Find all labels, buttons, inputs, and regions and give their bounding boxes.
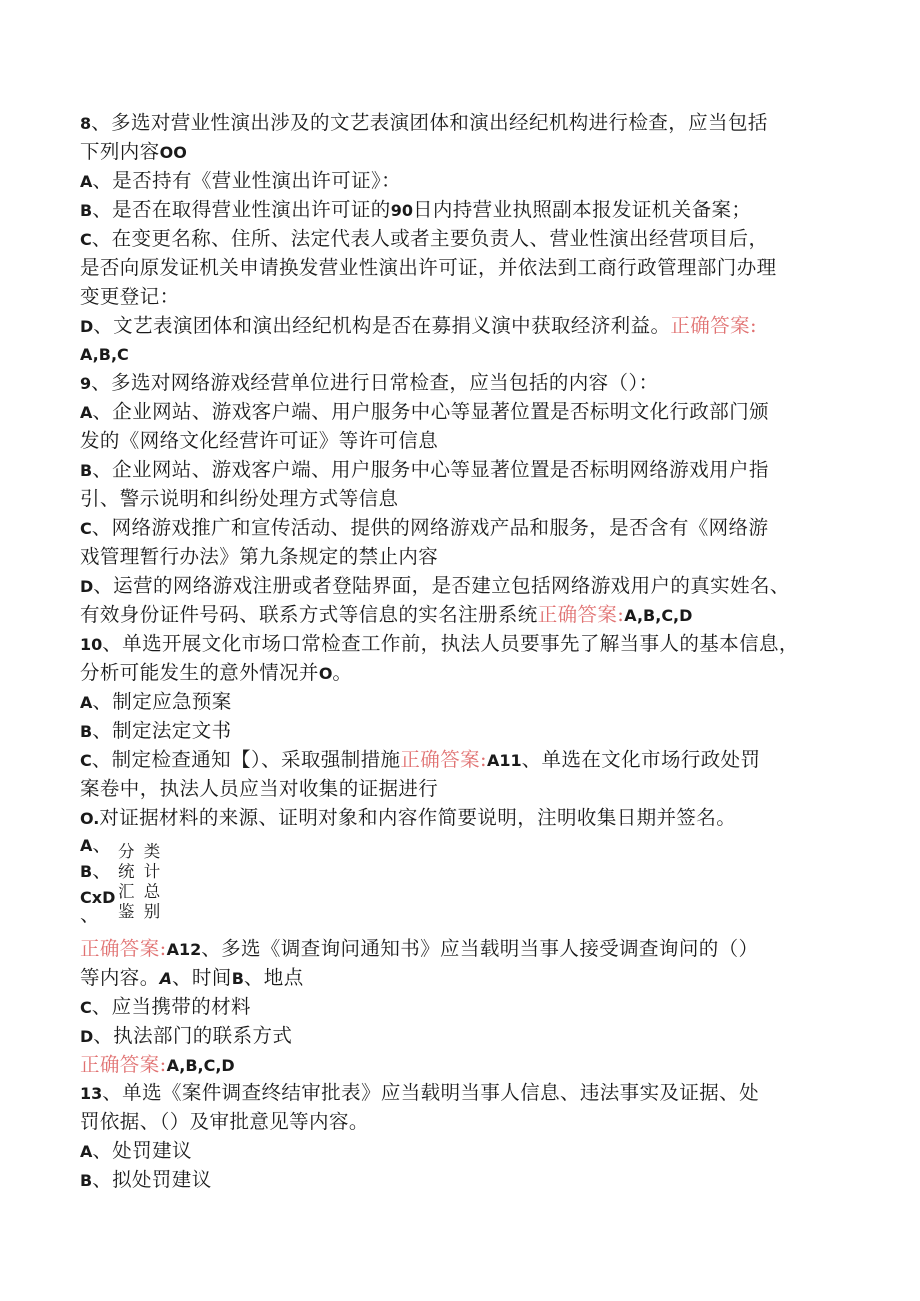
q10-option-b: B、制定法定文书 (80, 719, 232, 742)
q8-answer: A,B,C (80, 345, 129, 364)
q10-option-a: A、制定应急预案 (80, 690, 232, 713)
q13-stem-line2: 罚依据、（）及审批意见等内容。 (80, 1110, 369, 1133)
q9-option-d-line1: D、运营的网络游戏注册或者登陆界面，是否建立包括网络游戏用户的真实姓名、 (80, 574, 790, 597)
q9-option-b-line1: B、企业网站、游戏客户端、用户服务中心等显著位置是否标明网络游戏用户指 (80, 458, 769, 481)
q8-option-b: B、是否在取得营业性演出许可证的90日内持营业执照副本报发证机关备案； (80, 198, 752, 221)
q13-number: 13 (80, 1084, 103, 1103)
q9-option-b-line2: 引、警示说明和纠纷处理方式等信息 (80, 487, 399, 510)
q11-opt-2: 统 计 (118, 862, 163, 881)
q11-opt-3: 汇 总 (118, 882, 163, 901)
q12-stem-line1: 正确答案:A12、多选《调查询问通知书》应当载明当事人接受调查询问的（） (80, 937, 759, 960)
q8-stem-line2: 下列内容OO (80, 140, 187, 163)
q12-answer-line (80, 1052, 235, 1079)
q9-option-c-line1: C、网络游戏推广和宣传活动、提供的网络游戏产品和服务，是否含有《网络游 (80, 516, 769, 539)
q11-option-a: A、 (80, 833, 113, 856)
q11-answer-label: 正确答案: (80, 937, 167, 960)
q12-answer: A,B,C,D (166, 1056, 235, 1075)
q9-answer: A,B,C,D (624, 606, 693, 625)
q8-answer-label: 正确答案: (670, 314, 757, 337)
q10-stem-line2: 分析可能发生的意外情况并O。 (80, 661, 353, 684)
q11-answer: A (166, 940, 179, 959)
q13-option-b: B、拟处罚建议 (80, 1168, 212, 1191)
q11-option-sep: 、 (80, 903, 100, 926)
q9-stem: 9、多选对网络游戏经营单位进行日常检查，应当包括的内容（）： (80, 371, 659, 394)
q10-stem-line1: 10、单选开展文化市场口常检查工作前，执法人员要事先了解当事人的基本信息， (80, 632, 799, 655)
q11-stem-line2: 案卷中，执法人员应当对收集的证据进行 (80, 777, 439, 800)
q9-number: 9 (80, 374, 92, 393)
q13-option-a: A、处罚建议 (80, 1139, 192, 1162)
q8-option-d: D、文艺表演团体和演出经纪机构是否在募捐义演中获取经济利益。正确答案: (80, 314, 757, 337)
q10-number: 10 (80, 635, 103, 654)
q11-opt-4: 鉴 别 (118, 902, 163, 921)
q11-number: 11 (499, 751, 522, 770)
q12-number: 12 (178, 940, 202, 959)
q12-option-c: C、应当携带的材料 (80, 995, 251, 1018)
q10-option-c: C、制定检查通知【）、采取强制措施正确答案:A11、单选在文化市场行政处罚 (80, 748, 761, 771)
q11-opt-1: 分 类 (118, 842, 163, 861)
q10-answer: A (486, 751, 500, 770)
q11-stem-line3: O.对证据材料的来源、证明对象和内容作简要说明，注明收集日期并签名。 (80, 806, 737, 829)
q12-answer-label: 正确答案: (80, 1053, 167, 1076)
q8-stem-line1: 8、多选对营业性演出涉及的文艺表演团体和演出经纪机构进行检查，应当包括 (80, 111, 768, 134)
q11-option-cd: CxD (80, 888, 116, 907)
q8-option-a: A、是否持有《营业性演出许可证》： (80, 169, 402, 192)
q13-stem-line1: 13、单选《案件调查终结审批表》应当载明当事人信息、违法事实及证据、处 (80, 1081, 759, 1104)
q9-answer-label: 正确答案: (537, 603, 625, 626)
q12-stem-line2: 等内容。A、时间B、地点 (80, 966, 304, 989)
q12-option-d: D、执法部门的联系方式 (80, 1024, 293, 1047)
q9-option-a-line1: A、企业网站、游戏客户端、用户服务中心等显著位置是否标明文化行政部门颁 (80, 400, 769, 423)
q8-option-c-line3: 变更登记： (80, 285, 180, 308)
q8-number: 8 (80, 114, 92, 133)
q8-option-c-line2: 是否向原发证机关申请换发营业性演出许可证，并依法到工商行政管理部门办理 (80, 256, 777, 279)
q10-answer-label: 正确答案: (400, 748, 487, 771)
q9-option-a-line2: 发的《网络文化经营许可证》等许可信息 (80, 429, 439, 452)
q11-option-b: B、 (80, 859, 113, 882)
q9-option-d-line2: 有效身份证件号码、联系方式等信息的实名注册系统正确答案:A,B,C,D (80, 603, 693, 626)
q8-option-c-line1: C、在变更名称、住所、法定代表人或者主要负责人、营业性演出经营项目后， (80, 227, 769, 250)
q9-option-c-line2: 戏管理暂行办法》第九条规定的禁止内容 (80, 545, 439, 568)
